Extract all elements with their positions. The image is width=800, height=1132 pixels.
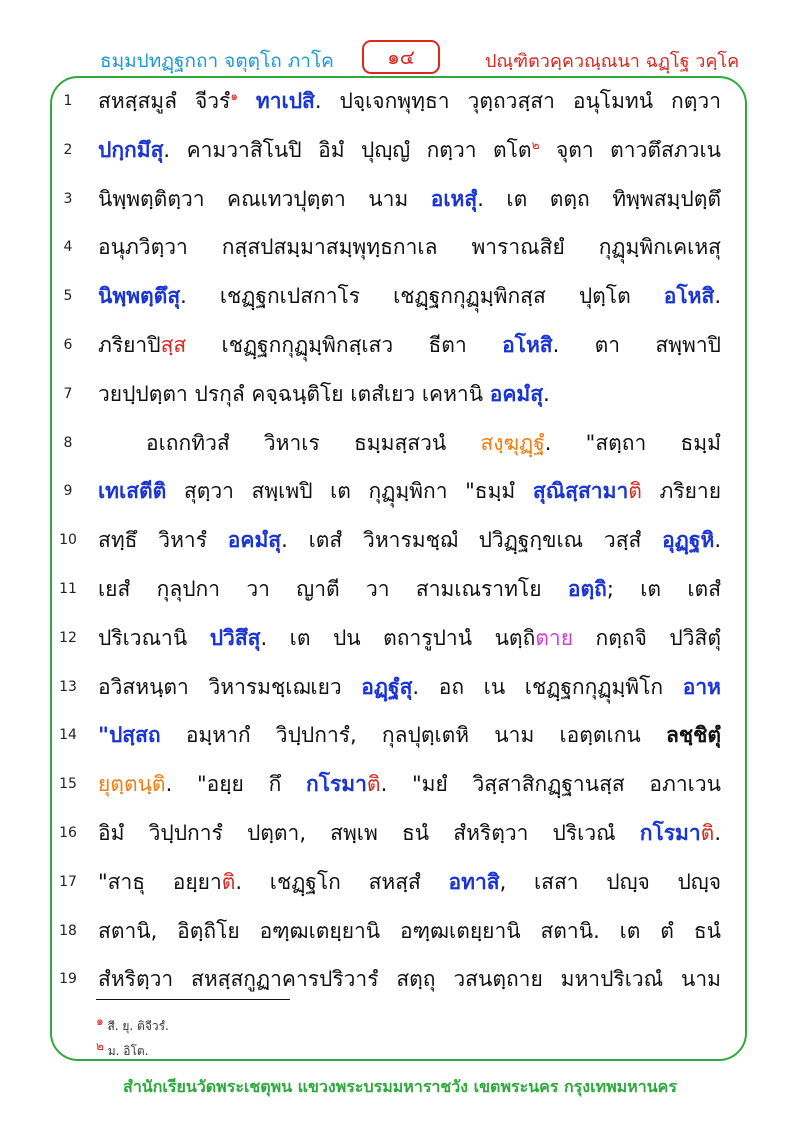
line-text bbox=[98, 179, 721, 219]
text-run: อเถกทิวสํ วิหาเร ธมฺมสฺสวนํ bbox=[146, 430, 481, 455]
text-line bbox=[0, 325, 800, 365]
text-line bbox=[0, 81, 800, 121]
line-text bbox=[98, 618, 721, 658]
text-line bbox=[0, 911, 800, 951]
highlighted-word: ติ bbox=[628, 479, 642, 504]
text-run: สุตฺวา สพฺเพปิ เต กุฏุมฺพิกา "ธมฺมํ bbox=[166, 479, 533, 504]
highlighted-word: เทเสตีติ bbox=[98, 479, 167, 504]
text-run: ภริยาย bbox=[641, 479, 722, 504]
page-header bbox=[0, 40, 800, 80]
text-run: สทฺธึ วิหารํ bbox=[98, 528, 228, 553]
line-number: 17 bbox=[59, 873, 77, 890]
highlighted-word: สงฺฆุฏฺฐํ bbox=[480, 430, 545, 455]
highlighted-word: " bbox=[98, 723, 109, 748]
text-run: . เต ตตฺถ ทิพฺพสมฺปตฺตึ bbox=[477, 186, 721, 211]
text-run: ; เต เตสํ bbox=[606, 577, 722, 601]
text-line bbox=[0, 471, 800, 511]
text-run: . เต ปน ตถารูปานํ นตฺถิ bbox=[260, 625, 536, 650]
line-text bbox=[98, 764, 721, 804]
text-run: ภริยาปิ bbox=[98, 333, 161, 357]
highlighted-word: ติ bbox=[700, 821, 715, 845]
line-text bbox=[98, 715, 721, 755]
text-line bbox=[0, 179, 800, 219]
highlighted-word: ยุตฺตนฺติ bbox=[98, 772, 166, 797]
line-number: 13 bbox=[59, 678, 77, 695]
highlighted-word: กโรมา bbox=[306, 772, 367, 797]
highlighted-word: นิพฺพตฺตึสุ bbox=[98, 284, 181, 309]
line-text bbox=[98, 911, 721, 951]
line-number: 14 bbox=[59, 727, 77, 744]
text-run: . bbox=[714, 528, 721, 553]
highlighted-word: อโหสิ bbox=[502, 333, 553, 357]
text-line bbox=[0, 130, 800, 170]
line-text bbox=[98, 276, 721, 316]
line-number: 1 bbox=[63, 93, 73, 109]
highlighted-word: ทาเปสิ bbox=[255, 89, 315, 113]
line-number: 19 bbox=[59, 971, 77, 988]
text-run: . bbox=[714, 821, 721, 845]
page-number: ๑๔ bbox=[362, 40, 440, 74]
text-line bbox=[0, 374, 800, 414]
text-line bbox=[0, 569, 800, 609]
line-number: 12 bbox=[59, 629, 77, 646]
text-line bbox=[0, 715, 800, 755]
footnote-ref: ๒ bbox=[531, 137, 540, 152]
highlighted-word: สฺส bbox=[160, 333, 187, 357]
text-run: . เชฏฺฐโก สหสฺสํ bbox=[235, 869, 449, 894]
text-run bbox=[238, 89, 256, 113]
footnote-ref: ๑ bbox=[230, 89, 238, 103]
line-number: 5 bbox=[63, 288, 73, 305]
line-text bbox=[98, 862, 721, 902]
highlighted-word: สุณิสฺสามา bbox=[532, 479, 629, 504]
text-line bbox=[0, 227, 800, 267]
highlighted-word: อคมํสุ bbox=[489, 381, 544, 406]
text-line bbox=[0, 276, 800, 316]
line-number: 3 bbox=[63, 190, 73, 207]
line-number: 6 bbox=[63, 337, 73, 353]
text-run: อวิสหนฺตา วิหารมชฺเฌเยว bbox=[98, 674, 362, 699]
line-number: 9 bbox=[63, 483, 73, 500]
footnote-text: สี. ยุ. ติจีวรํ. bbox=[103, 1019, 169, 1033]
highlighted-word: ลชฺชิตุํ bbox=[665, 723, 721, 748]
line-number: 10 bbox=[59, 532, 77, 549]
page-footer: สำนักเรียนวัดพระเชตุพน แขวงพระบรมมหาราชวัง เขตพระนคร กรุงเทพมหานคร bbox=[123, 1077, 677, 1096]
line-text bbox=[98, 520, 721, 560]
line-number: 18 bbox=[59, 922, 77, 939]
footnote-mark: ๒ bbox=[96, 1039, 104, 1053]
text-run: กตฺถจิ ปวิสิตุํ bbox=[573, 625, 721, 650]
line-text bbox=[98, 325, 721, 365]
footnote-mark: ๑ bbox=[96, 1014, 104, 1028]
text-line bbox=[0, 423, 800, 463]
text-run: . เชฏฺฐกเปสกาโร เชฏฺฐกกุฏุมฺพิกสฺส ปุตฺโต bbox=[180, 284, 664, 309]
text-line bbox=[0, 764, 800, 804]
line-text bbox=[98, 813, 721, 853]
text-run: . คามวาสิโนปิ อิมํ ปุญฺญํ กตฺวา ตโต bbox=[163, 137, 532, 162]
text-line bbox=[0, 667, 800, 707]
text-run: อมฺหากํ วิปฺปการํ, กุลปุตฺเตหิ นาม เอตฺตเกน bbox=[160, 723, 666, 748]
text-run: สหสฺสมูลํ จีวรํ bbox=[98, 89, 231, 113]
highlighted-word: อฏฺฐํสุ bbox=[361, 674, 413, 699]
text-run: . เตสํ วิหารมชฺฌํ ปวิฏฺฐกฺขเณ วสฺสํ bbox=[281, 528, 663, 553]
line-text bbox=[98, 959, 721, 999]
line-number: 16 bbox=[59, 825, 77, 841]
line-text bbox=[98, 374, 721, 414]
text-run: . "มยํ วิสฺสาสิกฏฺฐานสฺส อภาเวน bbox=[380, 772, 721, 797]
highlighted-word: อโหสิ bbox=[663, 284, 715, 309]
book-title: ธมฺมปทฏฺฐกถา จตุตฺโถ ภาโค bbox=[100, 50, 334, 72]
text-run: สํหริตฺวา สหสฺสกูฏาคารปริวารํ สตฺถุ วสนตฺถาย มหาปริเวณํ นาม bbox=[98, 967, 721, 992]
text-run: เยสํ กุลุปกา วา ญาตี วา สามเณราทโย bbox=[98, 577, 568, 601]
line-text bbox=[98, 423, 721, 463]
highlighted-word: อตฺถิ bbox=[567, 577, 607, 601]
line-text bbox=[98, 81, 721, 121]
text-run: สตานิ, อิตฺถิโย อฑฺฒเตยฺยานิ อฑฺฒเตยฺยานิ สตานิ. เต ตํ ธนํ bbox=[98, 918, 721, 943]
footnote-1 bbox=[96, 1014, 169, 1036]
highlighted-word: ปกฺกมึสุ bbox=[98, 137, 164, 162]
highlighted-word: อาห bbox=[682, 674, 722, 699]
text-run: . bbox=[543, 381, 550, 406]
text-run: . ปจฺเจกพุทฺธา วุตฺถวสฺสา อนุโมทนํ กตฺวา bbox=[314, 89, 721, 113]
text-run: อนุภวิตฺวา กสฺสปสมฺมาสมฺพุทฺธกาเล พาราณสิยํ กุฏุมฺพิกเคเหสุ bbox=[98, 235, 721, 260]
text-run: อิมํ วิปฺปการํ ปตฺตา, สพฺเพ ธนํ สํหริตฺวา ปริเวณํ bbox=[98, 821, 640, 845]
line-number: 2 bbox=[63, 141, 73, 158]
highlighted-word: อุฏฺฐหิ bbox=[662, 528, 715, 553]
text-run: นิพฺพตฺติตฺวา คณเทวปุตฺตา นาม bbox=[98, 186, 431, 211]
line-number: 4 bbox=[63, 239, 73, 256]
text-line bbox=[0, 618, 800, 658]
highlighted-word: อคมํสุ bbox=[227, 528, 282, 553]
highlighted-word: ปสฺสถ bbox=[108, 723, 161, 748]
text-run: , เสสา ปญฺจ ปญฺจ bbox=[499, 869, 721, 894]
line-number: 15 bbox=[59, 776, 77, 793]
text-run: . bbox=[714, 284, 721, 309]
line-number: 11 bbox=[59, 581, 77, 597]
line-number: 8 bbox=[63, 434, 73, 451]
line-number: 7 bbox=[63, 385, 73, 402]
text-run: ปริเวณานิ bbox=[98, 625, 210, 650]
footnote-divider bbox=[96, 999, 290, 1000]
text-run: เชฏฺฐกกุฏุมฺพิกสฺเสว ธีตา bbox=[186, 333, 503, 357]
text-run: . อถ เน เชฏฺฐกกุฏุมฺพิโก bbox=[412, 674, 683, 699]
chapter-title: ปณฺฑิตวคฺควณฺณนา ฉฏฺโฐ วคฺโค bbox=[485, 51, 740, 72]
text-run: . "สตฺถา ธมฺมํ bbox=[544, 430, 721, 455]
footnote-2 bbox=[96, 1039, 149, 1061]
text-line bbox=[0, 813, 800, 853]
text-line bbox=[0, 520, 800, 560]
line-text bbox=[98, 471, 721, 511]
text-line bbox=[0, 959, 800, 999]
highlighted-word: กโรมา bbox=[639, 821, 701, 845]
text-run: "สาธุ อยฺยา bbox=[98, 869, 222, 894]
highlighted-word: อเหสุํ bbox=[430, 186, 478, 211]
line-text bbox=[98, 130, 721, 170]
footnote-text: ม. อิโต. bbox=[103, 1044, 149, 1058]
text-run: . "อยฺย กึ bbox=[165, 772, 306, 797]
line-text bbox=[98, 569, 721, 609]
highlighted-word: ตาย bbox=[535, 625, 574, 650]
highlighted-word: ติ bbox=[366, 772, 381, 797]
line-text bbox=[98, 667, 721, 707]
text-line bbox=[0, 862, 800, 902]
text-run: จุตา ตาวตึสภวเน bbox=[539, 137, 721, 162]
highlighted-word: ปวิสึสุ bbox=[209, 625, 261, 650]
highlighted-word: ติ bbox=[221, 869, 236, 894]
highlighted-word: อทาสิ bbox=[448, 869, 500, 894]
text-run: วยปฺปตฺตา ปรกุลํ คจฺฉนฺติโย เตสํเยว เคหานิ bbox=[98, 381, 490, 406]
text-run: . ตา สพฺพาปิ bbox=[552, 333, 721, 357]
line-text bbox=[98, 227, 721, 267]
